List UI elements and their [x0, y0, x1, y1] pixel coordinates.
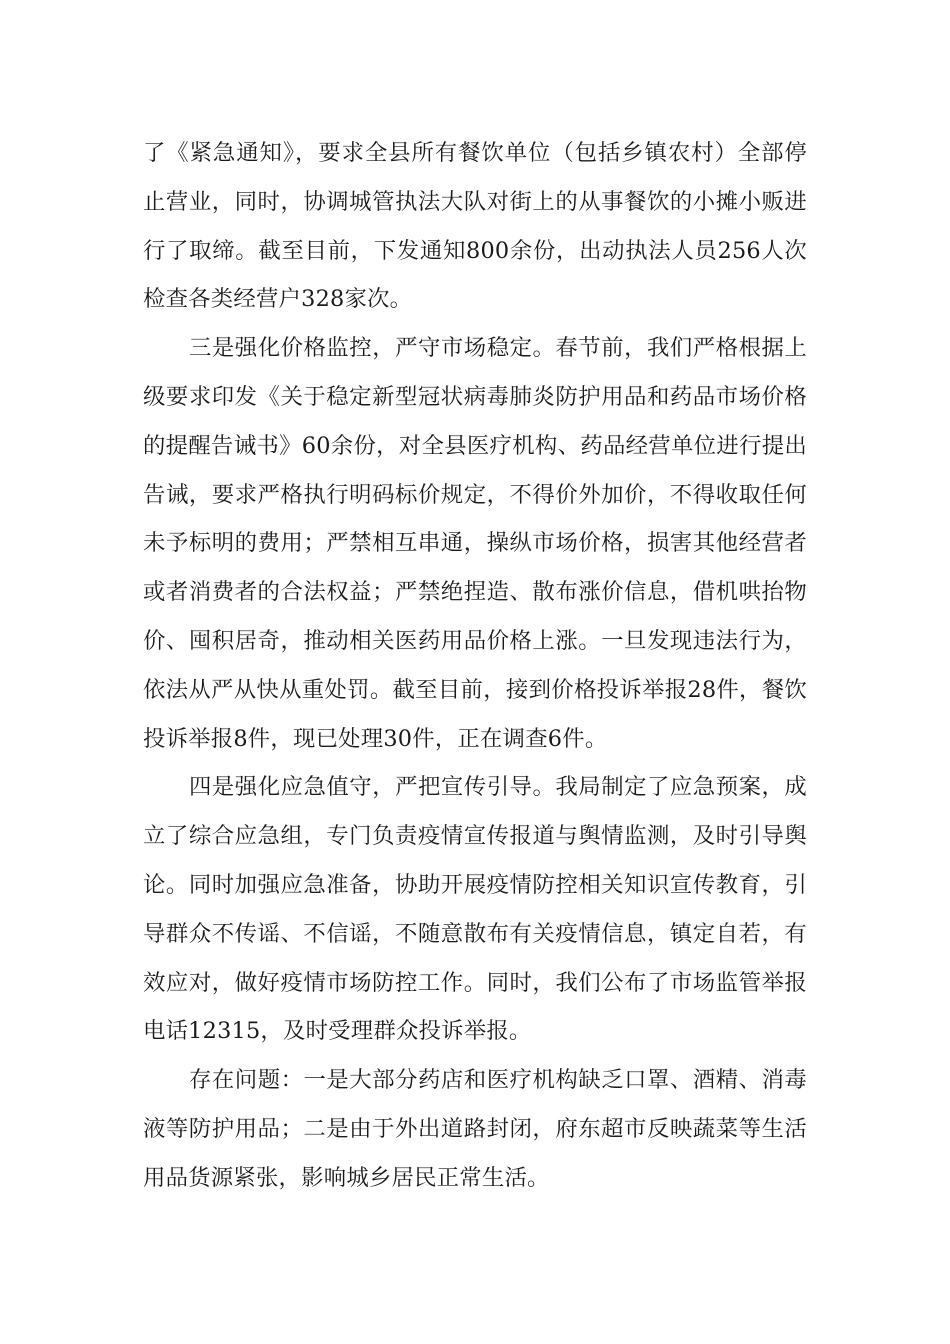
document-body [143, 129, 807, 1203]
paragraph-enforcement-summary: 了《紧急通知》，要求全县所有餐饮单位（包括乡镇农村）全部停止营业，同时，协调城管执法大队对街上的从事餐饮的小摊小贩进行了取缔。截至目前，下发通知800余份，出动执法人员256人次检查各类经营户328家次。 [143, 140, 807, 313]
paragraph-price-control: 三是强化价格监控，严守市场稳定。春节前，我们严格根据上级要求印发《关于稳定新型冠状病毒肺炎防护用品和药品市场价格的提醒告诫书》60余份，对全县医疗机构、药品经营单位进行提出告诫，要求严格执行明码标价规定，不得价外加价，不得收取任何未予标明的费用；严禁相互串通，操纵市场价格，损害其他经营者或者消费者的合法权益；严禁绝捏造、散布涨价信息，借机哄抬物价、囤积居奇，推动相关医药用品价格上涨。一旦发现违法行为，依法从严从快从重处罚。截至目前，接到价格投诉举报28件，餐饮投诉举报8件，现已处理30件，正在调查6件。 [143, 335, 807, 752]
paragraph-emergency-duty: 四是强化应急值守，严把宣传引导。我局制定了应急预案，成立了综合应急组，专门负责疫情宣传报道与舆情监测，及时引导舆论。同时加强应急准备，协助开展疫情防控相关知识宣传教育，引导群众不传谣、不信谣，不随意散布有关疫情信息，镇定自若，有效应对，做好疫情市场防控工作。同时，我们公布了市场监管举报电话12315，及时受理群众投诉举报。 [143, 774, 807, 1045]
paragraph-existing-problems: 存在问题：一是大部分药店和医疗机构缺乏口罩、酒精、消毒液等防护用品；二是由于外出道路封闭，府东超市反映蔬菜等生活用品货源紧张，影响城乡居民正常生活。 [143, 1067, 807, 1191]
